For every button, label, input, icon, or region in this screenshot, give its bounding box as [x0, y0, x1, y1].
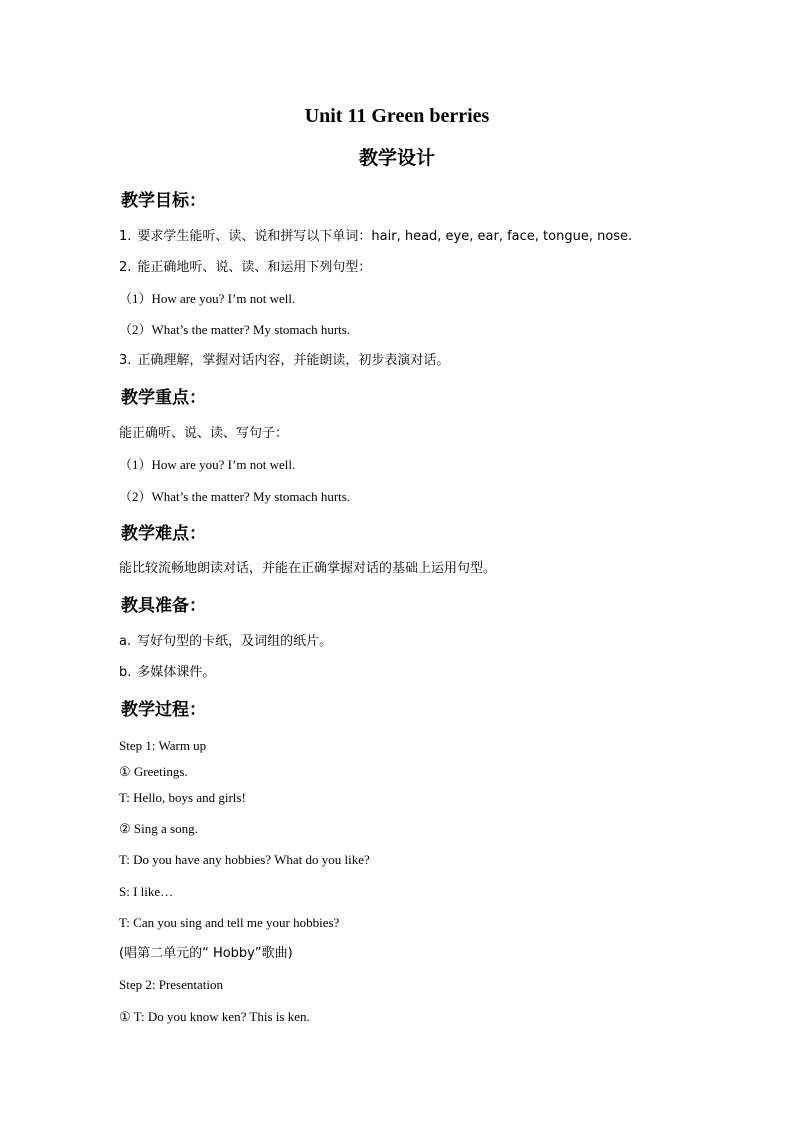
objective-num: （2） — [119, 322, 152, 337]
process-line: ① T: Do you know ken? This is ken. — [119, 1009, 310, 1024]
process-line: S: I like… — [119, 884, 174, 899]
materials-item — [119, 633, 332, 651]
key-point-num: （1） — [119, 457, 152, 472]
objectives-heading: 教学目标： — [121, 191, 206, 211]
materials-text: 多媒体课件。 — [137, 665, 216, 680]
document-subtitle: 教学设计 — [358, 147, 435, 169]
key-point-num: （2） — [119, 489, 152, 504]
process-line: T: Hello, boys and girls! — [119, 790, 246, 805]
objective-sentence — [119, 290, 295, 308]
objective-text: 能正确地听、说、读、和运用下列句型： — [137, 260, 372, 275]
objective-text: What’s the matter? My stomach hurts. — [151, 322, 351, 337]
key-point-sentence — [119, 488, 350, 506]
objective-item — [119, 259, 371, 277]
process-step-title: Step 2: Presentation — [119, 977, 223, 992]
materials-num: b. — [119, 665, 132, 680]
process-step-title: Step 1: Warm up — [119, 738, 207, 753]
objective-num: 1. — [119, 229, 132, 244]
key-points-heading: 教学重点： — [121, 388, 206, 408]
objective-item — [119, 228, 632, 246]
objective-text: 要求学生能听、读、说和拼写以下单词：hair, head, eye, ear, face, tongue, nose. — [137, 229, 633, 244]
objective-num: （1） — [119, 291, 152, 306]
key-point-text: What’s the matter? My stomach hurts. — [151, 489, 351, 504]
objective-item — [119, 352, 449, 370]
objective-text: 正确理解，掌握对话内容，并能朗读，初步表演对话。 — [137, 353, 450, 368]
document-title: Unit 11 Green berries — [304, 105, 490, 127]
materials-num: a. — [119, 634, 132, 649]
process-line: ① Greetings. — [119, 764, 188, 779]
process-line: (唱第二单元的“ Hobby”歌曲) — [119, 946, 293, 961]
process-line: T: Can you sing and tell me your hobbies? — [119, 915, 340, 930]
key-point-sentence — [119, 456, 295, 474]
objective-num: 3. — [119, 353, 132, 368]
key-point-text: How are you? I’m not well. — [151, 457, 296, 472]
objective-sentence — [119, 321, 350, 339]
process-line: T: Do you have any hobbies? What do you like? — [119, 852, 370, 867]
process-line: ② Sing a song. — [119, 821, 198, 836]
difficulties-heading: 教学难点： — [121, 524, 206, 544]
materials-heading: 教具准备： — [121, 596, 206, 616]
objective-num: 2. — [119, 260, 132, 275]
key-points-intro: 能正确听、说、读、写句子： — [119, 426, 289, 441]
objective-text: How are you? I’m not well. — [151, 291, 296, 306]
process-heading: 教学过程： — [121, 700, 206, 720]
materials-item — [119, 664, 215, 682]
materials-text: 写好句型的卡纸，及词组的纸片。 — [137, 634, 333, 649]
difficulties-text: 能比较流畅地朗读对话，并能在正确掌握对话的基础上运用句型。 — [119, 561, 497, 576]
